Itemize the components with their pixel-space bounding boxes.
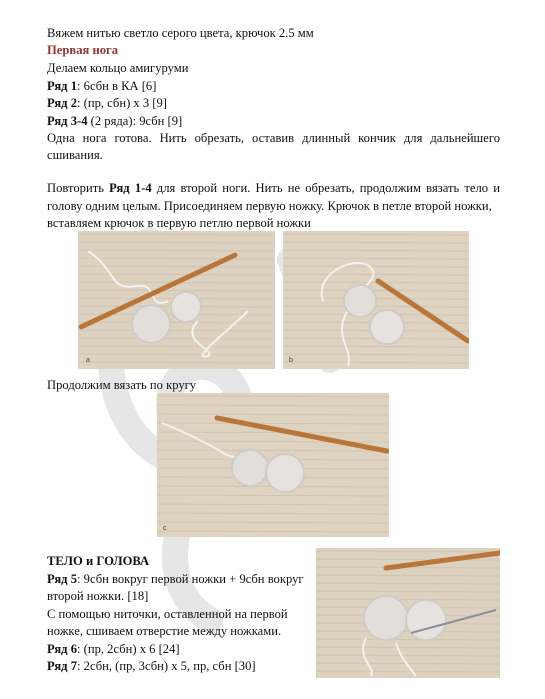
row-3-4-label: Ряд 3-4: [47, 114, 88, 128]
photo-a: [78, 231, 275, 369]
row-2-label: Ряд 2: [47, 96, 77, 110]
photo-c-label: c: [163, 525, 167, 532]
row-2: [47, 94, 167, 112]
photo-b: [283, 231, 469, 369]
row-5-line-2: второй ножки. [18]: [47, 589, 149, 603]
first-leg-heading: Первая нога: [47, 43, 119, 57]
sew-line-2: ножке, сшиваем отверстие между ножками.: [47, 624, 282, 638]
second-leg-line-1: Повторить Ряд 1-4 для второй ноги. Нить не обрезать, продолжим вязать тело и: [47, 181, 500, 195]
row-1-text: : 6сбн в КА [6]: [77, 79, 157, 93]
body-head-heading: ТЕЛО и ГОЛОВА: [47, 554, 150, 568]
photo-a-label: a: [86, 357, 90, 364]
row-6: Ряд 6: (пр, 2сбн) х 6 [24]: [47, 642, 180, 656]
photo-d: [316, 548, 500, 678]
row-5-line-1: Ряд 5: 9сбн вокруг первой ножки + 9сбн вокруг: [47, 572, 304, 586]
leg-done-line-1: Одна нога готова. Нить обрезать, оставив длинный кончик для дальнейшего: [47, 131, 500, 145]
continue-text: Продолжим вязать по кругу: [47, 378, 197, 392]
sew-line-1: С помощью ниточки, оставленной на первой: [47, 607, 288, 621]
row-7: Ряд 7: 2сбн, (пр, 3сбн) х 5, пр, сбн [30]: [47, 659, 256, 673]
photo-b-label: b: [289, 357, 293, 364]
second-leg-line-2: голову одним целым. Присоединяем первую ножку. Крючок в петле второй ножки,: [47, 199, 492, 213]
row-3-4: [47, 112, 182, 130]
intro-text: Вяжем нитью светло серого цвета, крючок 2.5 мм: [47, 26, 314, 40]
leg-done-line-2: сшивания.: [47, 148, 103, 162]
photo-c: [157, 393, 389, 537]
row-1: [47, 77, 156, 95]
row-3-4-text: (2 ряда): 9сбн [9]: [87, 114, 183, 128]
row-1-label: Ряд 1: [47, 79, 77, 93]
ring-text: Делаем кольцо амигуруми: [47, 61, 189, 75]
row-2-text: : (пр, сбн) х 3 [9]: [77, 96, 167, 110]
second-leg-line-3: вставляем крючок в первую петлю первой ножки: [47, 216, 311, 230]
